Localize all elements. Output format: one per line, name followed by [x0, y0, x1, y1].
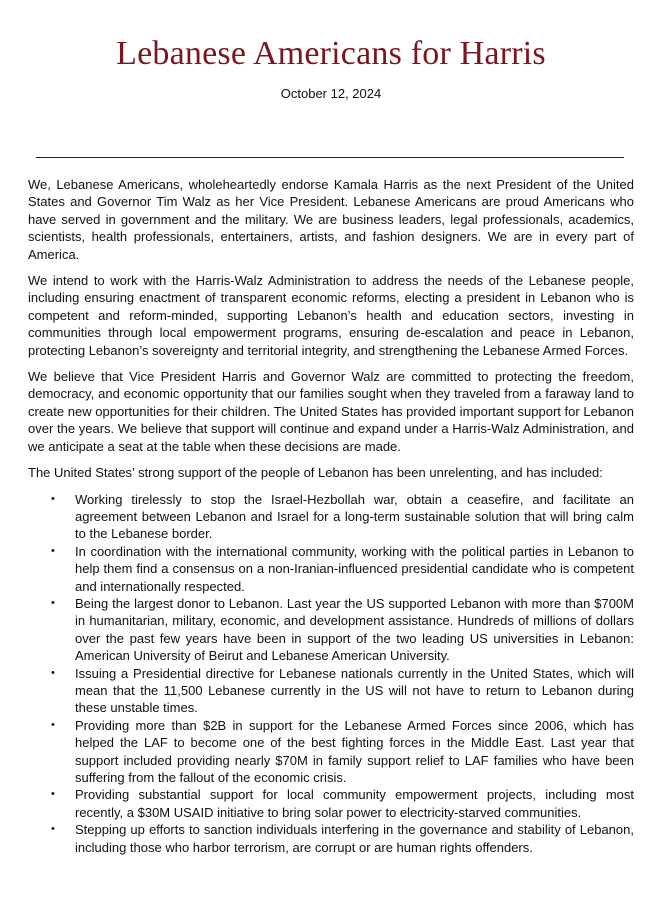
bullet-icon: • [51, 718, 55, 731]
bullet-icon: • [51, 492, 55, 505]
paragraph-support-intro: The United States’ strong support of the people of Lebanon has been unrelenting, and has included: [28, 465, 603, 481]
bullet-icon: • [51, 596, 55, 609]
list-item-text: Providing substantial support for local community empowerment projects, including most recently, a $30M USAID initiative to bring solar power to electricity-starved communities. [75, 787, 634, 820]
list-item [28, 595, 634, 665]
support-list [28, 491, 634, 857]
bullet-icon: • [51, 666, 55, 679]
list-item-text: Issuing a Presidential directive for Lebanese nationals currently in the United States, which will mean that the 11,500 Lebanese currently in the US will not have to return to Lebanon during these unstable times. [75, 665, 634, 716]
document-body [28, 176, 634, 856]
document-title: Lebanese Americans for Harris [116, 35, 546, 72]
list-item-text: Being the largest donor to Lebanon. Last year the US supported Lebanon with more than $700M in humanitarian, military, economic, and development assistance. Hundreds of millions of dollars over the past few years have been in support of the two leading US universities in Lebanon: American University of Beirut and Lebanese American University. [75, 595, 634, 664]
bullet-icon: • [51, 788, 55, 801]
list-item [28, 665, 634, 717]
list-item-text: In coordination with the international community, working with the political parties in Lebanon to help them find a consensus on a non-Iranian-influenced presidential candidate who is competent and internationally respected. [75, 543, 634, 594]
paragraph-endorsement: We, Lebanese Americans, wholeheartedly endorse Kamala Harris as the next President of the United States and Governor Tim Walz as her Vice President. Lebanese Americans are proud Americans who have served in government and the military. We are business leaders, legal professionals, academics, scientists, health professionals, entertainers, artists, and fashion designers. We are in every part of America. [28, 177, 634, 262]
list-item [28, 786, 634, 821]
bullet-icon: • [51, 544, 55, 557]
list-item-text: Working tirelessly to stop the Israel-Hezbollah war, obtain a ceasefire, and facilitate an agreement between Lebanon and Israel for a long-term sustainable solution that will bring calm to the Lebanese border. [75, 491, 634, 542]
list-item [28, 491, 634, 543]
paragraph-intentions: We intend to work with the Harris-Walz Administration to address the needs of the Lebanese people, including ensuring enactment of transparent economic reforms, electing a president in Lebanon who is competent and reform-minded, supporting Lebanon’s health and education sectors, investing in communities through local empowerment programs, ensuring de-escalation and peace in Lebanon, protecting Lebanon’s sovereignty and territorial integrity, and strengthening the Lebanese Armed Forces. [28, 273, 634, 358]
list-item [28, 821, 634, 856]
list-item [28, 543, 634, 595]
list-item-text: Providing more than $2B in support for the Lebanese Armed Forces since 2006, which has helped the LAF to become one of the best fighting forces in the Middle East. Last year that support included providing nearly $70M in family support relief to LAF families who have been suffering from the fallout of the economic crisis. [75, 717, 634, 785]
horizontal-divider [36, 157, 624, 158]
list-item-text: Stepping up efforts to sanction individuals interfering in the governance and stability of Lebanon, including those who harbor terrorism, are corrupt or are human rights offenders. [75, 822, 634, 855]
paragraph-beliefs: We believe that Vice President Harris and Governor Walz are committed to protecting the freedom, democracy, and economic opportunity that our families sought when they traveled from a faraway land to create new opportunities for their children. The United States has provided important support for Lebanon over the years. We believe that support will continue and expand under a Harris-Walz Administration, and we anticipate a seat at the table when these decisions are made. [28, 369, 634, 454]
document-date: October 12, 2024 [280, 86, 382, 101]
list-item [28, 717, 634, 787]
bullet-icon: • [51, 823, 55, 836]
